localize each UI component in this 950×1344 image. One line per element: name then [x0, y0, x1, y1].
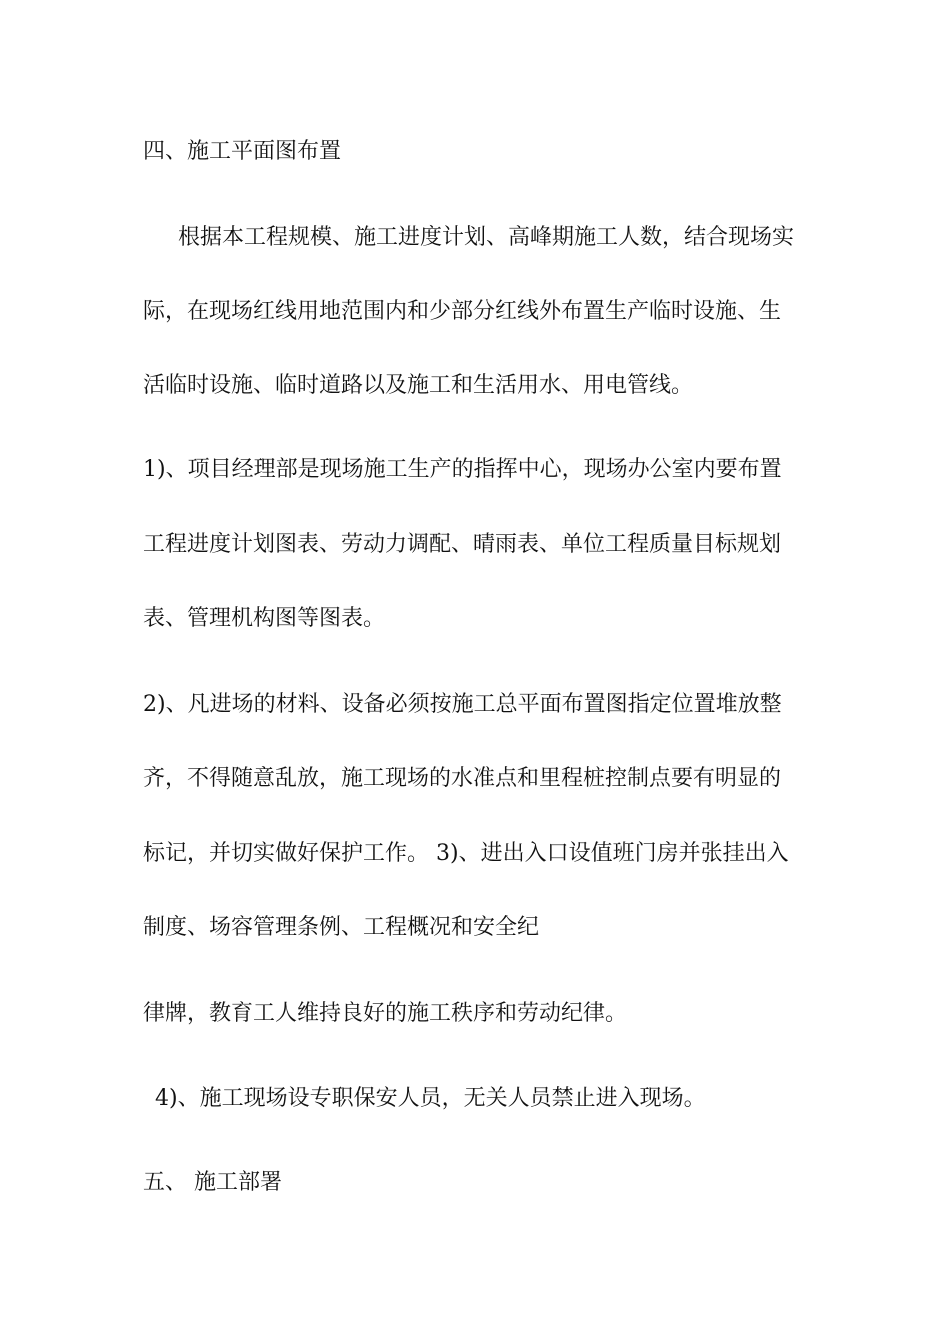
paragraph-line: 根据本工程规模、施工进度计划、高峰期施工人数，结合现场实 — [178, 225, 795, 250]
section-heading-5: 五、 施工部署 — [143, 1170, 282, 1195]
list-item-line: 齐，不得随意乱放，施工现场的水准点和里程桩控制点要有明显的 — [143, 766, 782, 791]
list-item-line: 标记，并切实做好保护工作。 3)、进出入口设值班门房并张挂出入 — [143, 841, 789, 866]
list-item-line: 4)、施工现场设专职保安人员，无关人员禁止进入现场。 — [155, 1086, 706, 1111]
list-item-line: 表、管理机构图等图表。 — [143, 606, 386, 631]
list-item-line: 律牌，教育工人维持良好的施工秩序和劳动纪律。 — [143, 1001, 628, 1026]
paragraph-line: 际，在现场红线用地范围内和少部分红线外布置生产临时设施、生 — [143, 299, 782, 324]
list-item-line: 工程进度计划图表、劳动力调配、晴雨表、单位工程质量目标规划 — [143, 532, 782, 557]
paragraph-line: 活临时设施、临时道路以及施工和生活用水、用电管线。 — [143, 373, 694, 398]
section-heading-4: 四、施工平面图布置 — [143, 139, 342, 164]
list-item-line: 1)、项目经理部是现场施工生产的指挥中心，现场办公室内要布置 — [143, 457, 782, 482]
list-item-line: 制度、场容管理条例、工程概况和安全纪 — [143, 915, 540, 940]
list-item-line: 2)、凡进场的材料、设备必须按施工总平面布置图指定位置堆放整 — [143, 692, 782, 717]
